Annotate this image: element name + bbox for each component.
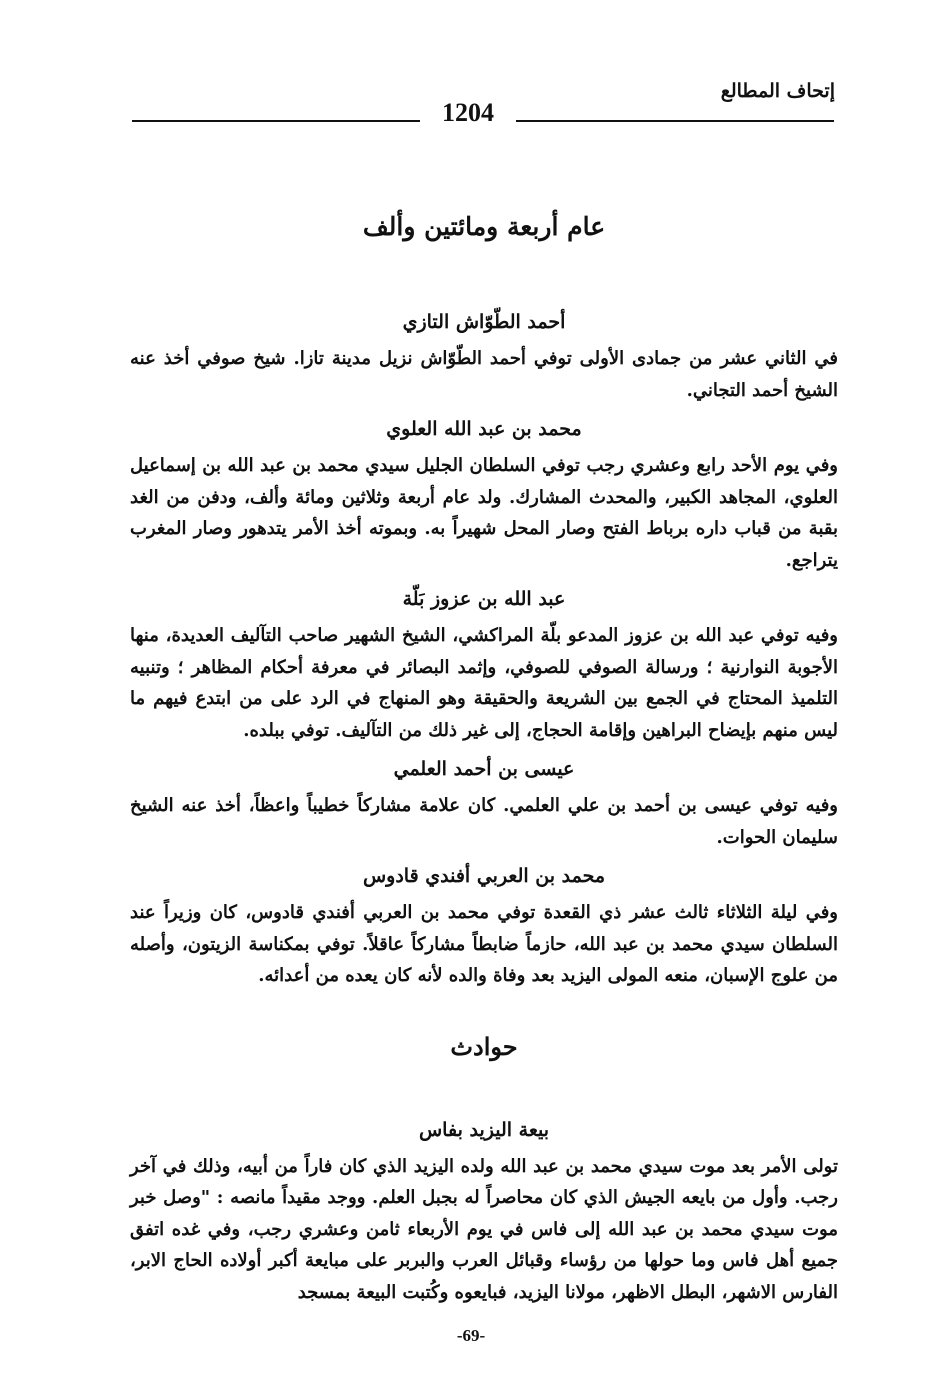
entry-heading: أحمد الطّوّاش التازي xyxy=(402,311,566,333)
entry-heading: عبد الله بن عزوز بَلّة xyxy=(402,588,566,610)
entry-heading: محمد بن العربي أفندي قادوس xyxy=(362,865,606,887)
running-header-year: 1204 xyxy=(442,98,494,127)
obituary-entry xyxy=(130,582,838,746)
obituary-entry xyxy=(130,859,838,992)
header-rule-right xyxy=(516,120,834,122)
header-rule-left xyxy=(132,120,420,122)
page-number: -69- xyxy=(456,1326,486,1345)
entry-text: وفي يوم الأحد رابع وعشري رجب توفي السلطان الجليل سيدي محمد بن عبد الله بن إسماعيل العلوي، المجاهد الكبير، والمحدث المشارك. ولد عام أربعة وثلاثين ومائة وألف، ودفن من الغد بقبة من قباب داره برباط الفتح وصار المحل شهيراً به. وبموته أخذ الأمر يتدهور وصار المغرب يتراجع. xyxy=(130,455,838,571)
running-header-book-title: إتحاف المطالع xyxy=(720,80,835,102)
obituary-entry xyxy=(130,412,838,576)
obituary-entry xyxy=(130,752,838,853)
event-text: تولى الأمر بعد موت سيدي محمد بن عبد الله ولده اليزيد الذي كان فاراً من أبيه، وذلك في آخر رجب. وأول من بايعه الجيش الذي كان محاصراً له بجبل العلم. ووجد مقيداً مانصه : "وصل خبر موت سيدي محمد بن عبد الله إلى فاس في يوم الأربعاء ثامن وعشري رجب، وفي غده اتفق جميع أهل فاس وما حولها من رؤساء وقبائل العرب والبربر على مبايعة أكبر أولاده الحاج الابر، الفارس الاشهر، البطل الاظهر، مولانا اليزيد، فبايعوه وكُتبت البيعة بمسجد xyxy=(130,1155,838,1303)
events-section-title: حوادث xyxy=(450,1031,518,1061)
entry-text: وفي ليلة الثلاثاء ثالث عشر ذي القعدة توفي محمد بن العربي أفندي قادوس، كان وزيراً عند السلطان سيدي محمد بن عبد الله، حازماً ضابطاً مشاركاً عاقلاً. توفي بمكناسة الزيتون، وأصله من علوج الإسبان، منعه المولى اليزيد بعد وفاة والده لأنه كان يعده من أعدائه. xyxy=(130,902,838,986)
entry-text: وفيه توفي عبد الله بن عزوز المدعو بلّة المراكشي، الشيخ الشهير صاحب التآليف العديدة، منها الأجوبة النوارنية ؛ ورسالة الصوفي للصوفي، وإثمد البصائر في معرفة أحكام المظاهر ؛ وتنبيه التلميذ المحتاج في الجمع بين الشريعة والحقيقة وهو المنهاج في الرد على من ابتدع فيهم ما ليس منهم بإيضاح البراهين وإقامة الحجاج، إلى غير ذلك من التآليف. توفي ببلده. xyxy=(130,625,838,741)
event-heading: بيعة اليزيد بفاس xyxy=(418,1118,550,1141)
obituary-entry xyxy=(130,305,838,406)
entry-text: في الثاني عشر من جمادى الأولى توفي أحمد الطّوّاش نزيل مدينة تازا. شيخ صوفي أخذ عنه الشيخ أحمد التجاني. xyxy=(130,348,838,401)
entry-heading: عيسى بن أحمد العلمي xyxy=(393,758,575,780)
entry-heading: محمد بن عبد الله العلوي xyxy=(386,418,582,440)
entry-text: وفيه توفي عيسى بن أحمد بن علي العلمي. كان علامة مشاركاً خطيباً واعظاً، أخذ عنه الشيخ سليمان الحوات. xyxy=(130,795,838,848)
page-content xyxy=(130,212,838,1308)
event-entry xyxy=(130,1113,838,1309)
year-title: عام أربعة ومائتين وألف xyxy=(362,212,606,241)
